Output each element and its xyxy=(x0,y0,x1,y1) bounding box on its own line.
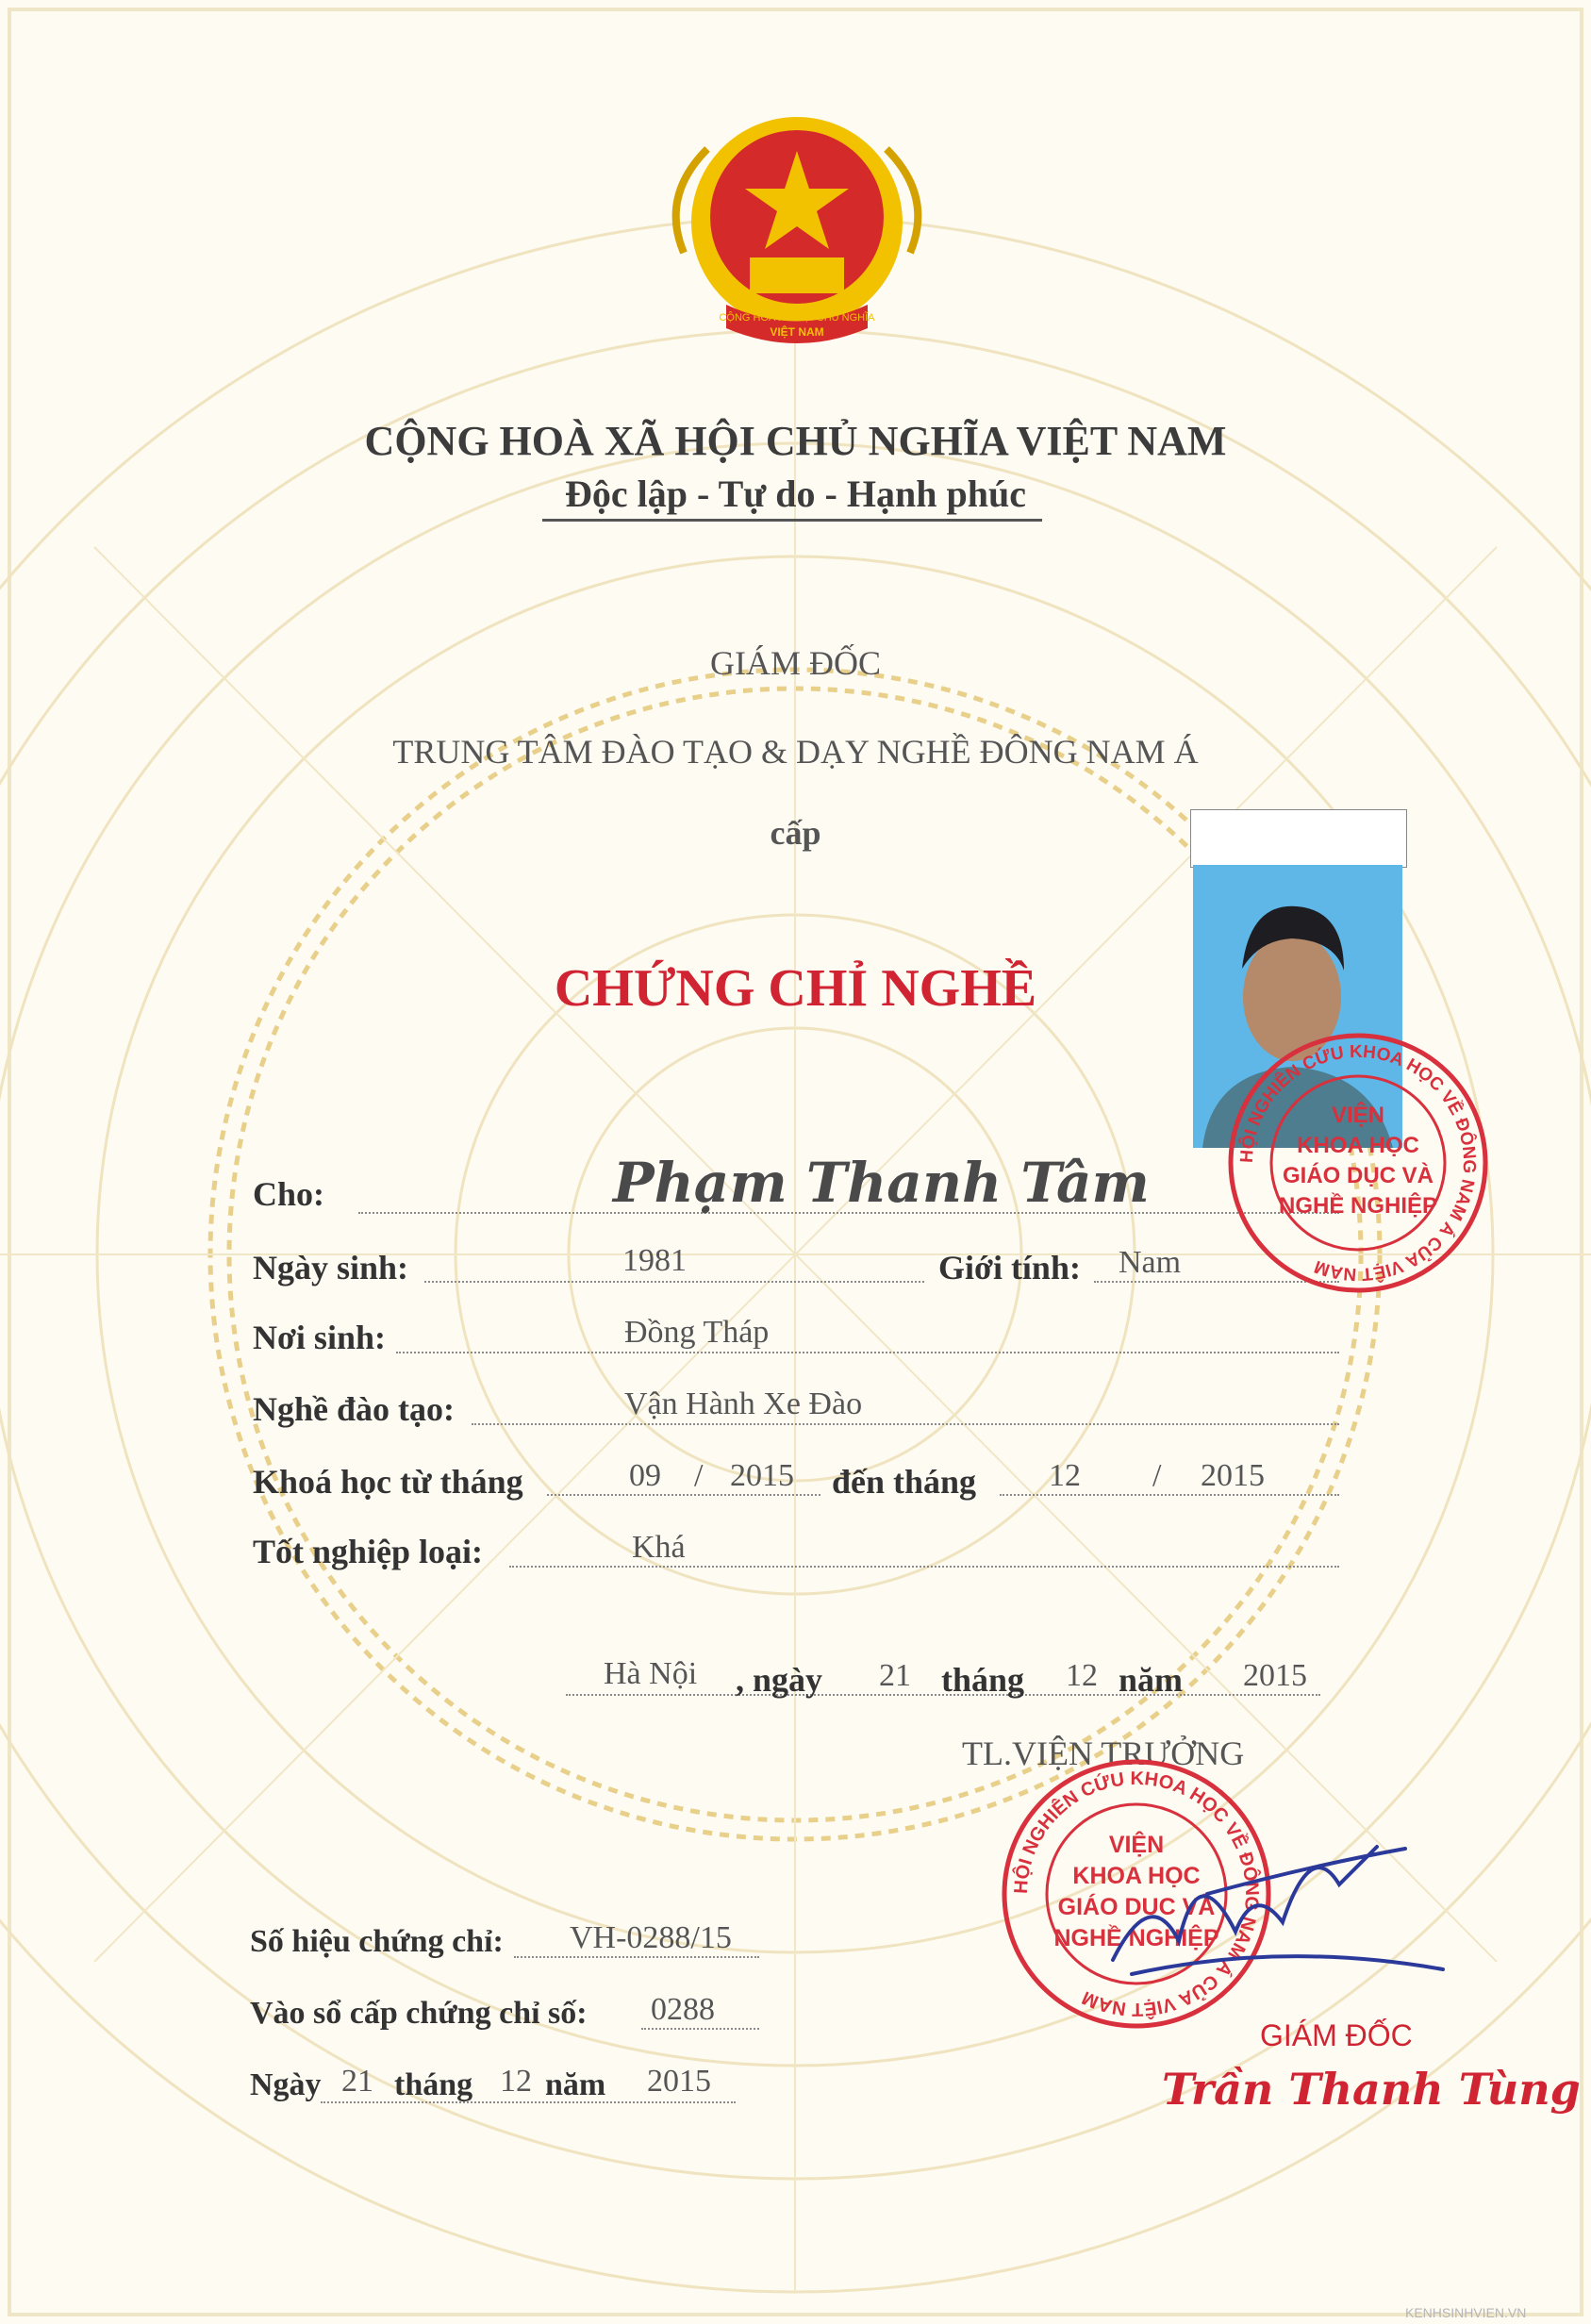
handwritten-signature xyxy=(1094,1828,1452,1998)
registry-date-prefix: Ngày xyxy=(250,2067,322,2102)
registry-day: 21 xyxy=(341,2064,373,2099)
photo-stamp-line2: KHOA HỌC xyxy=(1297,1133,1419,1158)
book-number-line xyxy=(641,2028,759,2030)
book-number-label: Vào sổ cấp chứng chỉ số: xyxy=(250,1996,588,2031)
gender-label: Giới tính: xyxy=(938,1249,1081,1286)
signature-stamp-ring: HỘI NGHIÊN CỨU KHOA HỌC VỀ ĐÔNG NAM Á CỦA VIỆT NAM xyxy=(1010,1768,1263,2020)
course-slash-1: / xyxy=(694,1458,704,1493)
to-label: Cho: xyxy=(253,1175,325,1213)
issuer-title: GIÁM ĐỐC xyxy=(709,644,881,682)
country-name: CỘNG HOÀ XÃ HỘI CHỦ NGHĨA VIỆT NAM xyxy=(364,418,1227,464)
photo-stamp-line3: GIÁO DỤC VÀ xyxy=(1282,1163,1434,1188)
registry-year: 2015 xyxy=(647,2064,711,2099)
course-label: Khoá học từ tháng xyxy=(253,1463,523,1501)
trade-value: Vận Hành Xe Đào xyxy=(624,1386,863,1421)
photo-stamp-line1: VIỆN xyxy=(1331,1103,1385,1128)
course-to-line xyxy=(1000,1494,1339,1496)
photo-stamp-line4: NGHỀ NGHIỆP xyxy=(1278,1193,1438,1219)
signature-stamp-line4: NGHỀ NGHIỆP xyxy=(1053,1925,1219,1951)
photo-frame-top xyxy=(1190,809,1407,868)
course-from-year: 2015 xyxy=(730,1458,794,1493)
course-from-line xyxy=(547,1494,820,1496)
signature-stamp-line1: VIỆN xyxy=(1108,1832,1165,1858)
registry-month: 12 xyxy=(500,2064,532,2099)
registry-date-line xyxy=(321,2101,736,2103)
course-to-month: 12 xyxy=(1049,1458,1081,1493)
grade-line xyxy=(509,1566,1339,1568)
gender-value: Nam xyxy=(1119,1245,1182,1280)
issue-month: 12 xyxy=(1066,1658,1098,1693)
grade-value: Khá xyxy=(632,1530,686,1565)
birthplace-label: Nơi sinh: xyxy=(253,1319,386,1356)
issuer-organization: TRUNG TÂM ĐÀO TẠO & DẠY NGHỀ ĐÔNG NAM Á xyxy=(392,733,1199,771)
issue-year: 2015 xyxy=(1243,1658,1307,1693)
trade-label: Nghề đào tạo: xyxy=(253,1390,455,1428)
course-to-year: 2015 xyxy=(1201,1458,1265,1493)
issue-day: 21 xyxy=(879,1658,911,1693)
watermark: KENHSINHVIEN.VN xyxy=(1405,2305,1527,2320)
signatory-on-behalf: TL.VIỆN TRƯỞNG xyxy=(962,1735,1245,1772)
registry-year-label: năm xyxy=(545,2067,606,2102)
trade-line xyxy=(472,1423,1339,1425)
grants-text: cấp xyxy=(770,814,821,852)
course-to-label: đến tháng xyxy=(832,1463,977,1501)
national-motto: Độc lập - Tự do - Hạnh phúc xyxy=(565,473,1026,515)
cert-number-label: Số hiệu chứng chỉ: xyxy=(250,1924,504,1959)
issue-year-label: năm xyxy=(1119,1661,1184,1699)
birthplace-line xyxy=(396,1352,1339,1353)
grade-label: Tốt nghiệp loại: xyxy=(253,1533,484,1570)
issue-place: Hà Nội xyxy=(604,1656,698,1691)
motto-underline xyxy=(542,519,1042,522)
registry-month-label: tháng xyxy=(394,2067,473,2102)
birthplace-value: Đồng Tháp xyxy=(624,1315,770,1350)
cert-number-value: VH-0288/15 xyxy=(570,1920,732,1955)
course-slash-2: / xyxy=(1152,1458,1162,1493)
signature-stamp-line2: KHOA HỌC xyxy=(1072,1863,1201,1889)
emblem-ribbon-bottom: VIỆT NAM xyxy=(770,325,824,339)
holder-name: Phạm Thanh Tâm xyxy=(613,1151,1150,1215)
photo-stamp-ring: HỘI NGHIÊN CỨU KHOA HỌC VỀ ĐÔNG NAM Á CỦA VIỆT NAM xyxy=(1236,1041,1480,1285)
dob-value: 1981 xyxy=(622,1243,687,1278)
photo-stamp xyxy=(1221,1026,1495,1300)
signature-stamp-line3: GIÁO DỤC VÀ xyxy=(1057,1894,1216,1920)
emblem-ribbon-top: CỘNG HOÀ XÃ HỘI CHỦ NGHĨA xyxy=(719,312,875,324)
issue-month-label: tháng xyxy=(941,1661,1025,1699)
signatory-name: Trần Thanh Tùng xyxy=(1162,2064,1581,2115)
certificate-title: CHỨNG CHỈ NGHỀ xyxy=(554,959,1037,1018)
book-number-value: 0288 xyxy=(651,1992,715,2027)
issue-day-label: , ngày xyxy=(736,1661,823,1699)
dob-label: Ngày sinh: xyxy=(253,1249,409,1286)
cert-number-line xyxy=(514,1956,759,1958)
dob-line xyxy=(424,1281,924,1283)
national-emblem-icon xyxy=(651,111,943,366)
course-from-month: 09 xyxy=(629,1458,661,1493)
signature-position: GIÁM ĐỐC xyxy=(1260,2018,1413,2052)
